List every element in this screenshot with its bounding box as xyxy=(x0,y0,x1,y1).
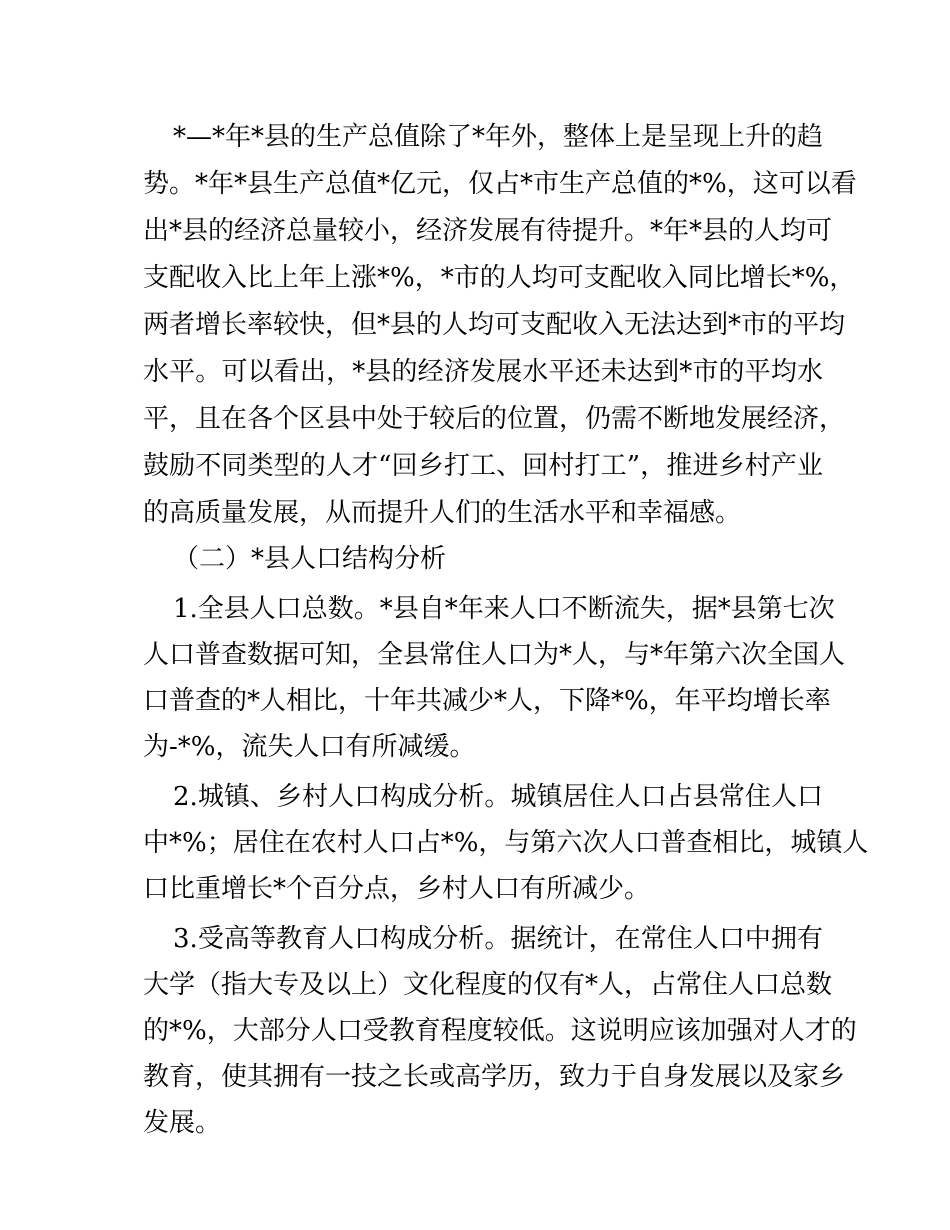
text-line: 大学（指大专及以上）文化程度的仅有*人，占常住人口总数 xyxy=(143,970,833,1000)
text-line: 鼓励不同类型的人才“回乡打工、回村打工”，推进乡村产业 xyxy=(143,451,823,481)
text-line: 的*%，大部分人口受教育程度较低。这说明应该加强对人才的 xyxy=(143,1016,857,1046)
text-line: 为-*%，流失人口有所减缓。 xyxy=(143,732,476,762)
text-line: 的高质量发展，从而提升人们的生活水平和幸福感。 xyxy=(143,498,742,528)
text-line: 2.城镇、乡村人口构成分析。城镇居住人口占县常住人口 xyxy=(173,782,823,812)
text-line: 支配收入比上年上涨*%，*市的人均可支配收入同比增长*%， xyxy=(143,263,856,293)
text-line: 发展。 xyxy=(143,1108,222,1138)
text-line: *—*年*县的生产总值除了*年外，整体上是呈现上升的趋 xyxy=(173,122,824,152)
text-line: 1.全县人口总数。*县自*年来人口不断流失，据*县第七次 xyxy=(173,594,835,624)
text-line: 口比重增长*个百分点，乡村人口有所减少。 xyxy=(143,874,651,904)
text-line: 口普查的*人相比，十年共减少*人，下降*%，年平均增长率 xyxy=(143,686,831,716)
text-line: 平，且在各个区县中处于较后的位置，仍需不断地发展经济， xyxy=(143,404,846,434)
text-line: 教育，使其拥有一技之长或高学历，致力于自身发展以及家乡 xyxy=(143,1062,846,1092)
text-line: 势。*年*县生产总值*亿元，仅占*市生产总值的*%，这可以看 xyxy=(143,169,857,199)
text-line: 出*县的经济总量较小，经济发展有待提升。*年*县的人均可 xyxy=(143,216,833,246)
text-line: 3.受高等教育人口构成分析。据统计，在常住人口中拥有 xyxy=(173,924,823,954)
text-line: 水平。可以看出，*县的经济发展水平还未达到*市的平均水 xyxy=(143,357,823,387)
section-heading: （二）*县人口结构分析 xyxy=(173,544,447,574)
text-line: 人口普查数据可知，全县常住人口为*人，与*年第六次全国人 xyxy=(143,640,846,670)
text-line: 中*%；居住在农村人口占*%，与第六次人口普查相比，城镇人 xyxy=(143,828,869,858)
text-line: 两者增长率较快，但*县的人均可支配收入无法达到*市的平均 xyxy=(143,310,846,340)
